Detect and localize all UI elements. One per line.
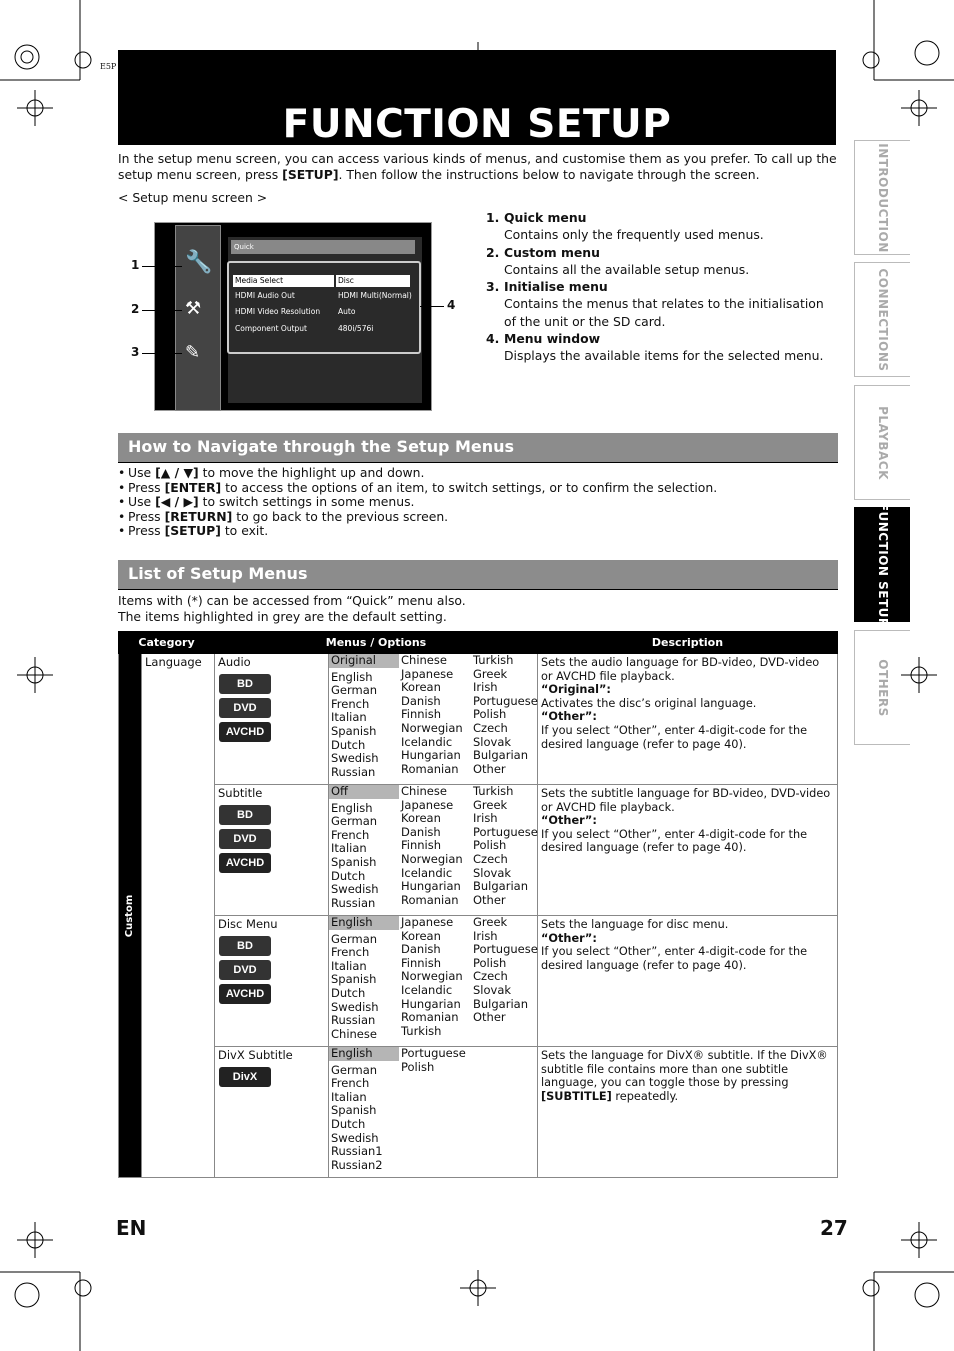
option-item: Slovak (473, 734, 512, 749)
option-item: Korean (401, 928, 441, 943)
option-item: Russian (331, 1013, 376, 1028)
quick-header: Quick (231, 240, 415, 254)
option-item: English (331, 800, 373, 815)
option-item: Turkish (473, 784, 514, 798)
avchd-logo: AVCHD (219, 853, 271, 873)
desc-text: Activates the disc’s original language. (541, 696, 757, 710)
desc-text: Sets the audio language for BD-video, DVD-video or AVCHD file playback. (541, 656, 820, 683)
option-item: Finnish (401, 838, 442, 853)
option-item: Russian (331, 764, 376, 779)
tab-others[interactable]: OTHERS (854, 630, 910, 745)
option-item: Korean (401, 680, 441, 695)
description-cell (538, 916, 838, 1047)
options-col (329, 785, 399, 910)
tab-connections[interactable]: CONNECTIONS (854, 262, 910, 377)
group-custom: Custom (119, 654, 142, 1178)
option-item: Spanish (331, 972, 377, 987)
default-option: English (329, 916, 399, 930)
option-item: Icelandic (401, 734, 453, 749)
desc-key: [SUBTITLE] (541, 1089, 612, 1103)
footer-language: EN (116, 1216, 147, 1240)
option-item: Greek (473, 666, 508, 681)
option-item: Dutch (331, 868, 366, 883)
list-item-desc: Displays the available items for the selected menu. (504, 348, 824, 364)
option-item: Dutch (331, 737, 366, 752)
option-item: Chinese (331, 1026, 377, 1041)
option-item: Portuguese (473, 942, 538, 957)
dvd-video-logo: DVD (219, 829, 271, 849)
option-item: Italian (331, 1089, 367, 1104)
menu-cell (215, 1047, 329, 1178)
list-item: • Use [◀ / ▶] to switch settings in some menus. (118, 495, 840, 510)
screen-row-value: Disc (336, 275, 410, 287)
callout-2: 2 (131, 302, 140, 316)
bd-video-logo: BD (219, 805, 271, 825)
desc-text: Sets the subtitle language for BD-video, DVD-video or AVCHD file playback. (541, 787, 831, 814)
intro-end: . Then follow the instructions below to navigate through the screen. (338, 167, 760, 182)
option-item: Slovak (473, 865, 512, 880)
list-item-title: 1. Quick menu (486, 210, 587, 225)
option-item: Bulgarian (473, 879, 528, 894)
description-cell (538, 785, 838, 916)
options-col (473, 784, 538, 907)
note-default: The items highlighted in grey are the default setting. (118, 609, 447, 624)
option-item: Norwegian (401, 720, 463, 735)
options-cell (329, 785, 538, 916)
menus-list (486, 209, 838, 365)
screen-row-label: Component Output (235, 324, 307, 333)
option-item: Russian (331, 895, 376, 910)
list-item-desc: Contains only the frequently used menus. (504, 227, 764, 243)
option-item: French (331, 696, 370, 711)
list-notes (118, 593, 466, 625)
options-col (399, 916, 473, 1038)
callout-line (142, 266, 182, 267)
screen-row-value: 480i/576i (338, 324, 374, 333)
menu-name: Subtitle (218, 786, 263, 800)
option-item: Japanese (401, 797, 454, 812)
list-item-title: 4. Menu window (486, 331, 601, 347)
option-item: Other (473, 761, 506, 776)
setup-menu-screen (154, 222, 432, 411)
callout-line (420, 306, 444, 307)
option-item: Romanian (401, 761, 459, 776)
list-item-desc: Contains the menus that relates to the initialisation of the unit or the SD card. (504, 296, 824, 329)
option-item: Hungarian (401, 879, 461, 894)
callout-1: 1 (131, 258, 140, 272)
dvd-video-logo: DVD (219, 960, 271, 980)
option-item: Italian (331, 958, 367, 973)
option-item: English (331, 669, 373, 684)
option-item: Other (473, 1010, 506, 1025)
description-cell (538, 1047, 838, 1178)
option-item: German (331, 683, 378, 698)
table-row (119, 1047, 838, 1178)
screen-row (233, 290, 419, 302)
menu-cell (215, 916, 329, 1047)
option-item: Danish (401, 942, 441, 957)
tab-introduction[interactable]: INTRODUCTION (854, 140, 910, 255)
option-item: Turkish (473, 653, 514, 667)
intro-key: [SETUP] (282, 167, 339, 182)
option-item: French (331, 827, 370, 842)
table-row (119, 654, 838, 785)
option-item: Irish (473, 680, 498, 695)
tab-function-setup[interactable]: FUNCTION SETUP (854, 507, 910, 622)
default-option: Off (329, 785, 399, 799)
description-cell (538, 654, 838, 785)
option-item: Swedish (331, 882, 379, 897)
divx-logo: DivX (219, 1067, 271, 1087)
bd-video-logo: BD (219, 936, 271, 956)
desc-subhead: “Original”: (541, 683, 611, 697)
desc-subhead: “Other”: (541, 710, 597, 724)
header-description: Description (538, 632, 838, 654)
avchd-logo: AVCHD (219, 984, 271, 1004)
default-option: Original (329, 654, 399, 668)
option-item: Czech (473, 969, 508, 984)
option-item: Korean (401, 811, 441, 826)
desc-text: Sets the language for disc menu. (541, 918, 729, 931)
option-item: Romanian (401, 892, 459, 907)
screen-row-value: Auto (338, 307, 356, 316)
option-item: Italian (331, 710, 367, 725)
screen-row-label: HDMI Video Resolution (235, 307, 321, 316)
option-item: Spanish (331, 1103, 377, 1118)
title-banner (118, 50, 836, 145)
menu-name: Audio (218, 655, 251, 669)
options-cell (329, 916, 538, 1047)
screen-row-value: HDMI Multi(Normal) (338, 291, 412, 300)
option-item: Turkish (401, 1023, 442, 1038)
screen-row-label: HDMI Audio Out (235, 291, 295, 300)
option-item: Japanese (401, 915, 454, 929)
option-item: German (331, 931, 378, 946)
list-item: • Use [▲ / ▼] to move the highlight up and down. (118, 466, 840, 481)
screen-caption: < Setup menu screen > (118, 190, 268, 205)
navigate-heading-bar (118, 433, 838, 463)
option-item: Chinese (401, 784, 447, 798)
category-language: Language (142, 654, 215, 1178)
page-number: 27 (820, 1216, 848, 1240)
option-item: Norwegian (401, 851, 463, 866)
callout-3: 3 (131, 345, 140, 359)
option-item: Polish (473, 955, 507, 970)
option-item: German (331, 814, 378, 829)
list-heading: List of Setup Menus (128, 564, 308, 583)
option-item: Bulgarian (473, 996, 528, 1011)
dvd-video-logo: DVD (219, 698, 271, 718)
table-row (119, 785, 838, 916)
desc-text: If you select “Other”, enter 4-digit-code for the desired language (refer to page 40). (541, 827, 808, 855)
option-item: Irish (473, 811, 498, 826)
option-item: Dutch (331, 1116, 366, 1131)
options-col (473, 653, 538, 776)
screen-row (233, 306, 419, 318)
option-item: Hungarian (401, 996, 461, 1011)
desc-text: If you select “Other”, enter 4-digit-code for the desired language (refer to page 40). (541, 945, 808, 972)
menu-cell (215, 654, 329, 785)
option-item: Finnish (401, 955, 442, 970)
options-cell (329, 654, 538, 785)
list-item: • Press [SETUP] to exit. (118, 524, 840, 539)
avchd-logo: AVCHD (219, 722, 271, 742)
option-item: Greek (473, 797, 508, 812)
list-item-title: 3. Initialise menu (486, 279, 608, 295)
option-item: Polish (473, 838, 507, 853)
options-col (473, 915, 538, 1025)
option-item: Russian2 (331, 1157, 383, 1172)
option-item: Other (473, 892, 506, 907)
options-col (329, 1047, 399, 1172)
menu-name: Disc Menu (218, 917, 278, 931)
tools-icon: ⚒ (185, 298, 202, 319)
page-title: FUNCTION SETUP (282, 102, 672, 147)
option-item: Chinese (401, 653, 447, 667)
option-item: Swedish (331, 1130, 379, 1145)
options-col (329, 654, 399, 779)
option-item: Portuguese (473, 824, 538, 839)
option-item: Norwegian (401, 969, 463, 984)
option-item: Romanian (401, 1010, 459, 1025)
option-item: Czech (473, 720, 508, 735)
list-heading-bar (118, 560, 838, 590)
desc-text: If you select “Other”, enter 4-digit-code for the desired language (refer to page 40). (541, 723, 808, 751)
option-item: Icelandic (401, 865, 453, 880)
list-item-desc: Contains all the available setup menus. (504, 261, 750, 277)
setup-table (118, 631, 838, 1178)
option-item: Hungarian (401, 748, 461, 763)
crop-code: E5P (100, 62, 117, 71)
options-col (399, 1047, 473, 1074)
option-item: Italian (331, 841, 367, 856)
bd-video-logo: BD (219, 674, 271, 694)
options-cell (329, 1047, 538, 1178)
option-item: Russian1 (331, 1144, 383, 1159)
options-col (329, 916, 399, 1041)
list-item: • Press [ENTER] to access the options of an item, to switch settings, or to confirm the selection. (118, 481, 840, 496)
option-item: Polish (401, 1059, 435, 1074)
option-item: Spanish (331, 723, 377, 738)
option-item: Danish (401, 824, 441, 839)
callout-line (142, 310, 182, 311)
table-row (119, 916, 838, 1047)
option-item: Greek (473, 915, 508, 929)
option-item: Japanese (401, 666, 454, 681)
option-item: Icelandic (401, 982, 453, 997)
navigate-bullets (118, 466, 840, 539)
header-menus: Menus / Options (215, 632, 538, 654)
screen-row (233, 275, 419, 287)
list-item: • Press [RETURN] to go back to the previous screen. (118, 510, 840, 525)
option-item: Swedish (331, 999, 379, 1014)
option-item: Slovak (473, 982, 512, 997)
header-category: Category (119, 632, 215, 654)
desc-subhead: “Other”: (541, 814, 597, 828)
option-item: Danish (401, 693, 441, 708)
option-item: Polish (473, 707, 507, 722)
list-item-title: 2. Custom menu (486, 244, 600, 260)
desc-subhead: “Other”: (541, 931, 597, 945)
notepad-icon: ✎ (185, 342, 201, 363)
option-item: German (331, 1062, 378, 1077)
option-item: Portuguese (401, 1046, 466, 1060)
table-header-row (119, 632, 838, 654)
navigate-heading: How to Navigate through the Setup Menus (128, 437, 515, 456)
tab-playback[interactable]: PLAYBACK (854, 385, 910, 500)
note-quick: Items with (*) can be accessed from “Quick” menu also. (118, 593, 466, 608)
intro-body: In the setup menu screen, you can access various kinds of menus, and customise them as you prefer. To call up the setup menu screen, press (118, 151, 837, 182)
menu-name: DivX Subtitle (218, 1048, 293, 1062)
callout-4: 4 (447, 298, 456, 312)
screen-row (233, 323, 419, 335)
option-item: Portuguese (473, 693, 538, 708)
callout-line (142, 353, 182, 354)
default-option: English (329, 1047, 399, 1061)
option-item: French (331, 1076, 370, 1091)
screen-row-label: Media Select (233, 275, 334, 287)
option-item: French (331, 945, 370, 960)
wrench-icon: 🔧 (185, 250, 213, 275)
options-col (399, 785, 473, 907)
option-item: Bulgarian (473, 748, 528, 763)
options-col (399, 654, 473, 776)
option-item: Irish (473, 928, 498, 943)
option-item: Spanish (331, 854, 377, 869)
option-item: Czech (473, 851, 508, 866)
menu-cell (215, 785, 329, 916)
desc-text: repeatedly. (615, 1089, 679, 1103)
intro-text (118, 151, 840, 183)
option-item: Swedish (331, 751, 379, 766)
option-item: Finnish (401, 707, 442, 722)
desc-text: Sets the language for DivX® subtitle. If the DivX® subtitle file contains more than one subtitle language, you can toggle those by pressing (541, 1049, 828, 1090)
option-item: Dutch (331, 985, 366, 1000)
